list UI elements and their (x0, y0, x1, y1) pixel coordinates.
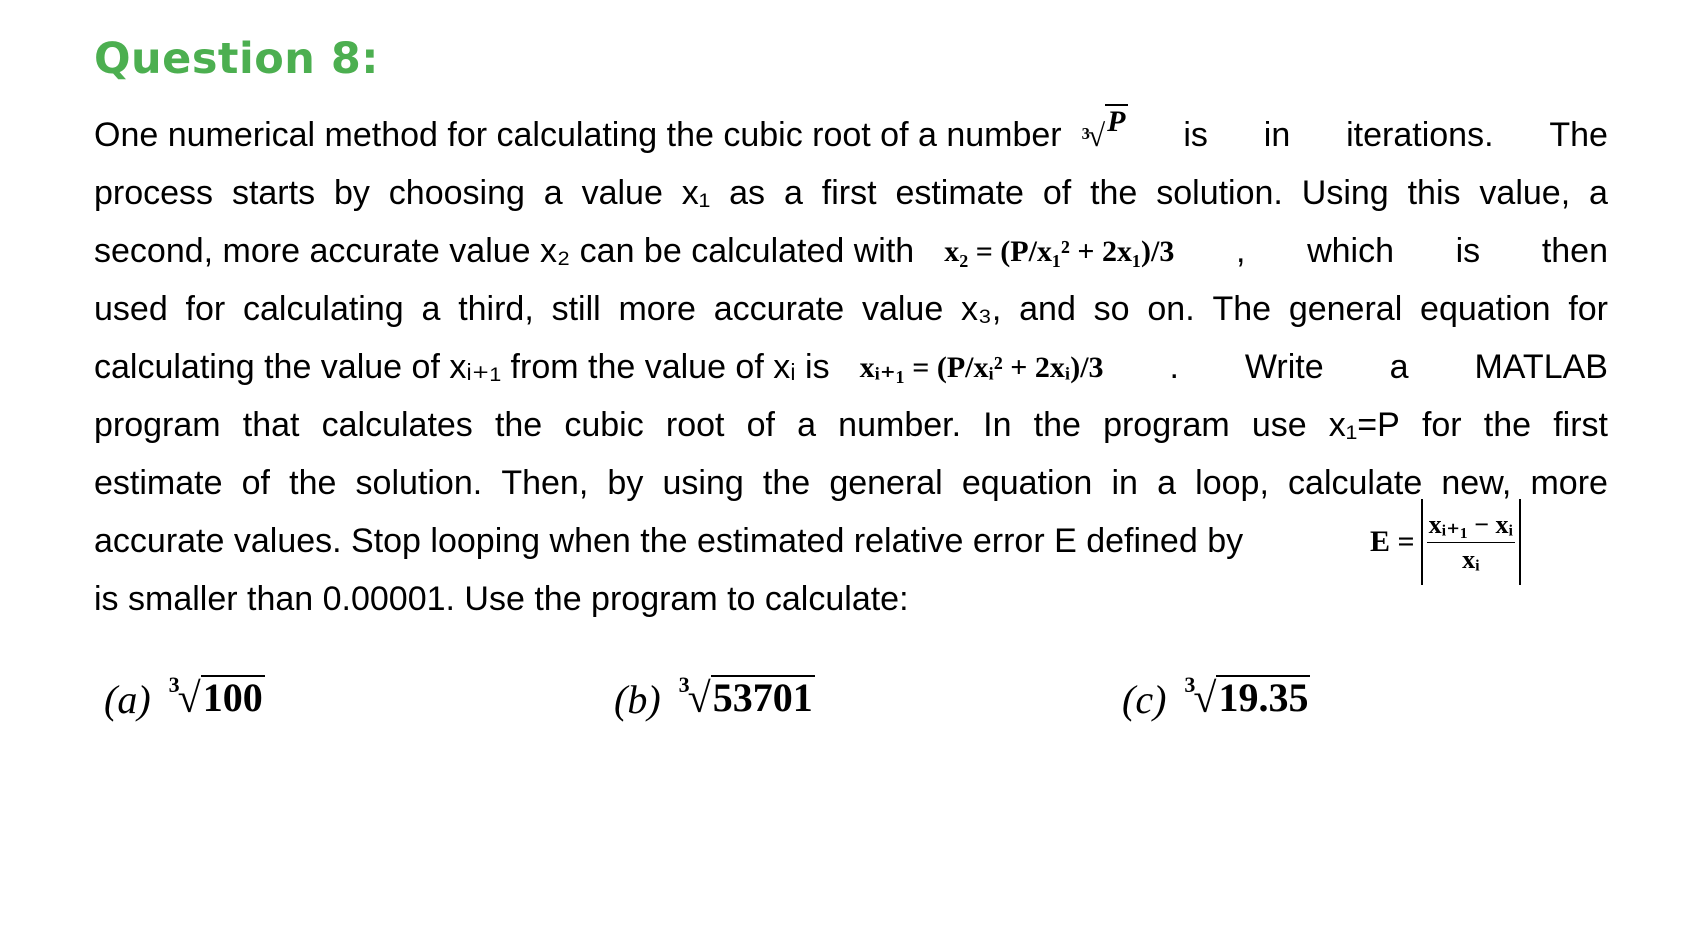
radical-icon: √ (1193, 676, 1217, 722)
part-a: (a) 3 √ 100 (104, 671, 263, 722)
paragraph-line-3: second, more accurate value x₂ can be calculated with x₂ = (P/x₁² + 2x₁)/3 , which is then (94, 220, 1608, 283)
relative-error-equation: E = $\frac{\text{xᵢ₊₁ − xᵢ}}{\text{xᵢ}}$ (1370, 496, 1521, 588)
sub-questions (94, 671, 1594, 735)
radical-icon: √ (1087, 118, 1106, 153)
paragraph-line-6: program that calculates the cubic root of a number. In the program use x₁=P for the first (94, 406, 1608, 444)
part-b: (b) 3 √ 53701 (614, 671, 813, 722)
paragraph-line-7: estimate of the solution. Then, by using the general equation in a loop, calculate new, more (94, 464, 1608, 502)
line-3-text: second, more accurate value x₂ can be calculated with (94, 232, 915, 270)
paragraph-line-1: One numerical method for calculating the cubic root of a number 3 √ P is in iterations. The (94, 104, 1608, 167)
line-1-text: One numerical method for calculating the cubic root of a number (94, 116, 1062, 154)
abs-value-bars: $\frac{\text{xᵢ₊₁ − xᵢ}}{\text{xᵢ}}$ (1421, 499, 1522, 585)
question-title: Question 8: (94, 34, 379, 84)
equation-x2: x₂ = (P/x₁² + 2x₁)/3 (944, 235, 1175, 268)
radical-icon: √ (177, 676, 201, 722)
equation-general: xᵢ₊₁ = (P/xᵢ² + 2xᵢ)/3 (859, 351, 1104, 384)
paragraph-line-2: process starts by choosing a value x₁ as a first estimate of the solution. Using this value, a (94, 174, 1608, 212)
cube-root-p: 3 √ P (1082, 104, 1128, 167)
radical-icon: √ (687, 676, 711, 722)
paragraph-line-5: calculating the value of xᵢ₊₁ from the value of xᵢ is xᵢ₊₁ = (P/xᵢ² + 2xᵢ)/3 . Write a MATLAB (94, 336, 1608, 399)
paragraph-line-9 (94, 568, 1608, 631)
line-5-text: calculating the value of xᵢ₊₁ from the value of xᵢ is (94, 348, 830, 386)
line-9-text: is smaller than 0.00001. Use the program to calculate: (94, 580, 909, 618)
line-8-text: accurate values. Stop looping when the estimated relative error E defined by (94, 522, 1244, 560)
paragraph-line-4: used for calculating a third, still more accurate value x₃, and so on. The general equation for (94, 290, 1608, 328)
part-c: (c) 3 √ 19.35 (1122, 671, 1309, 722)
